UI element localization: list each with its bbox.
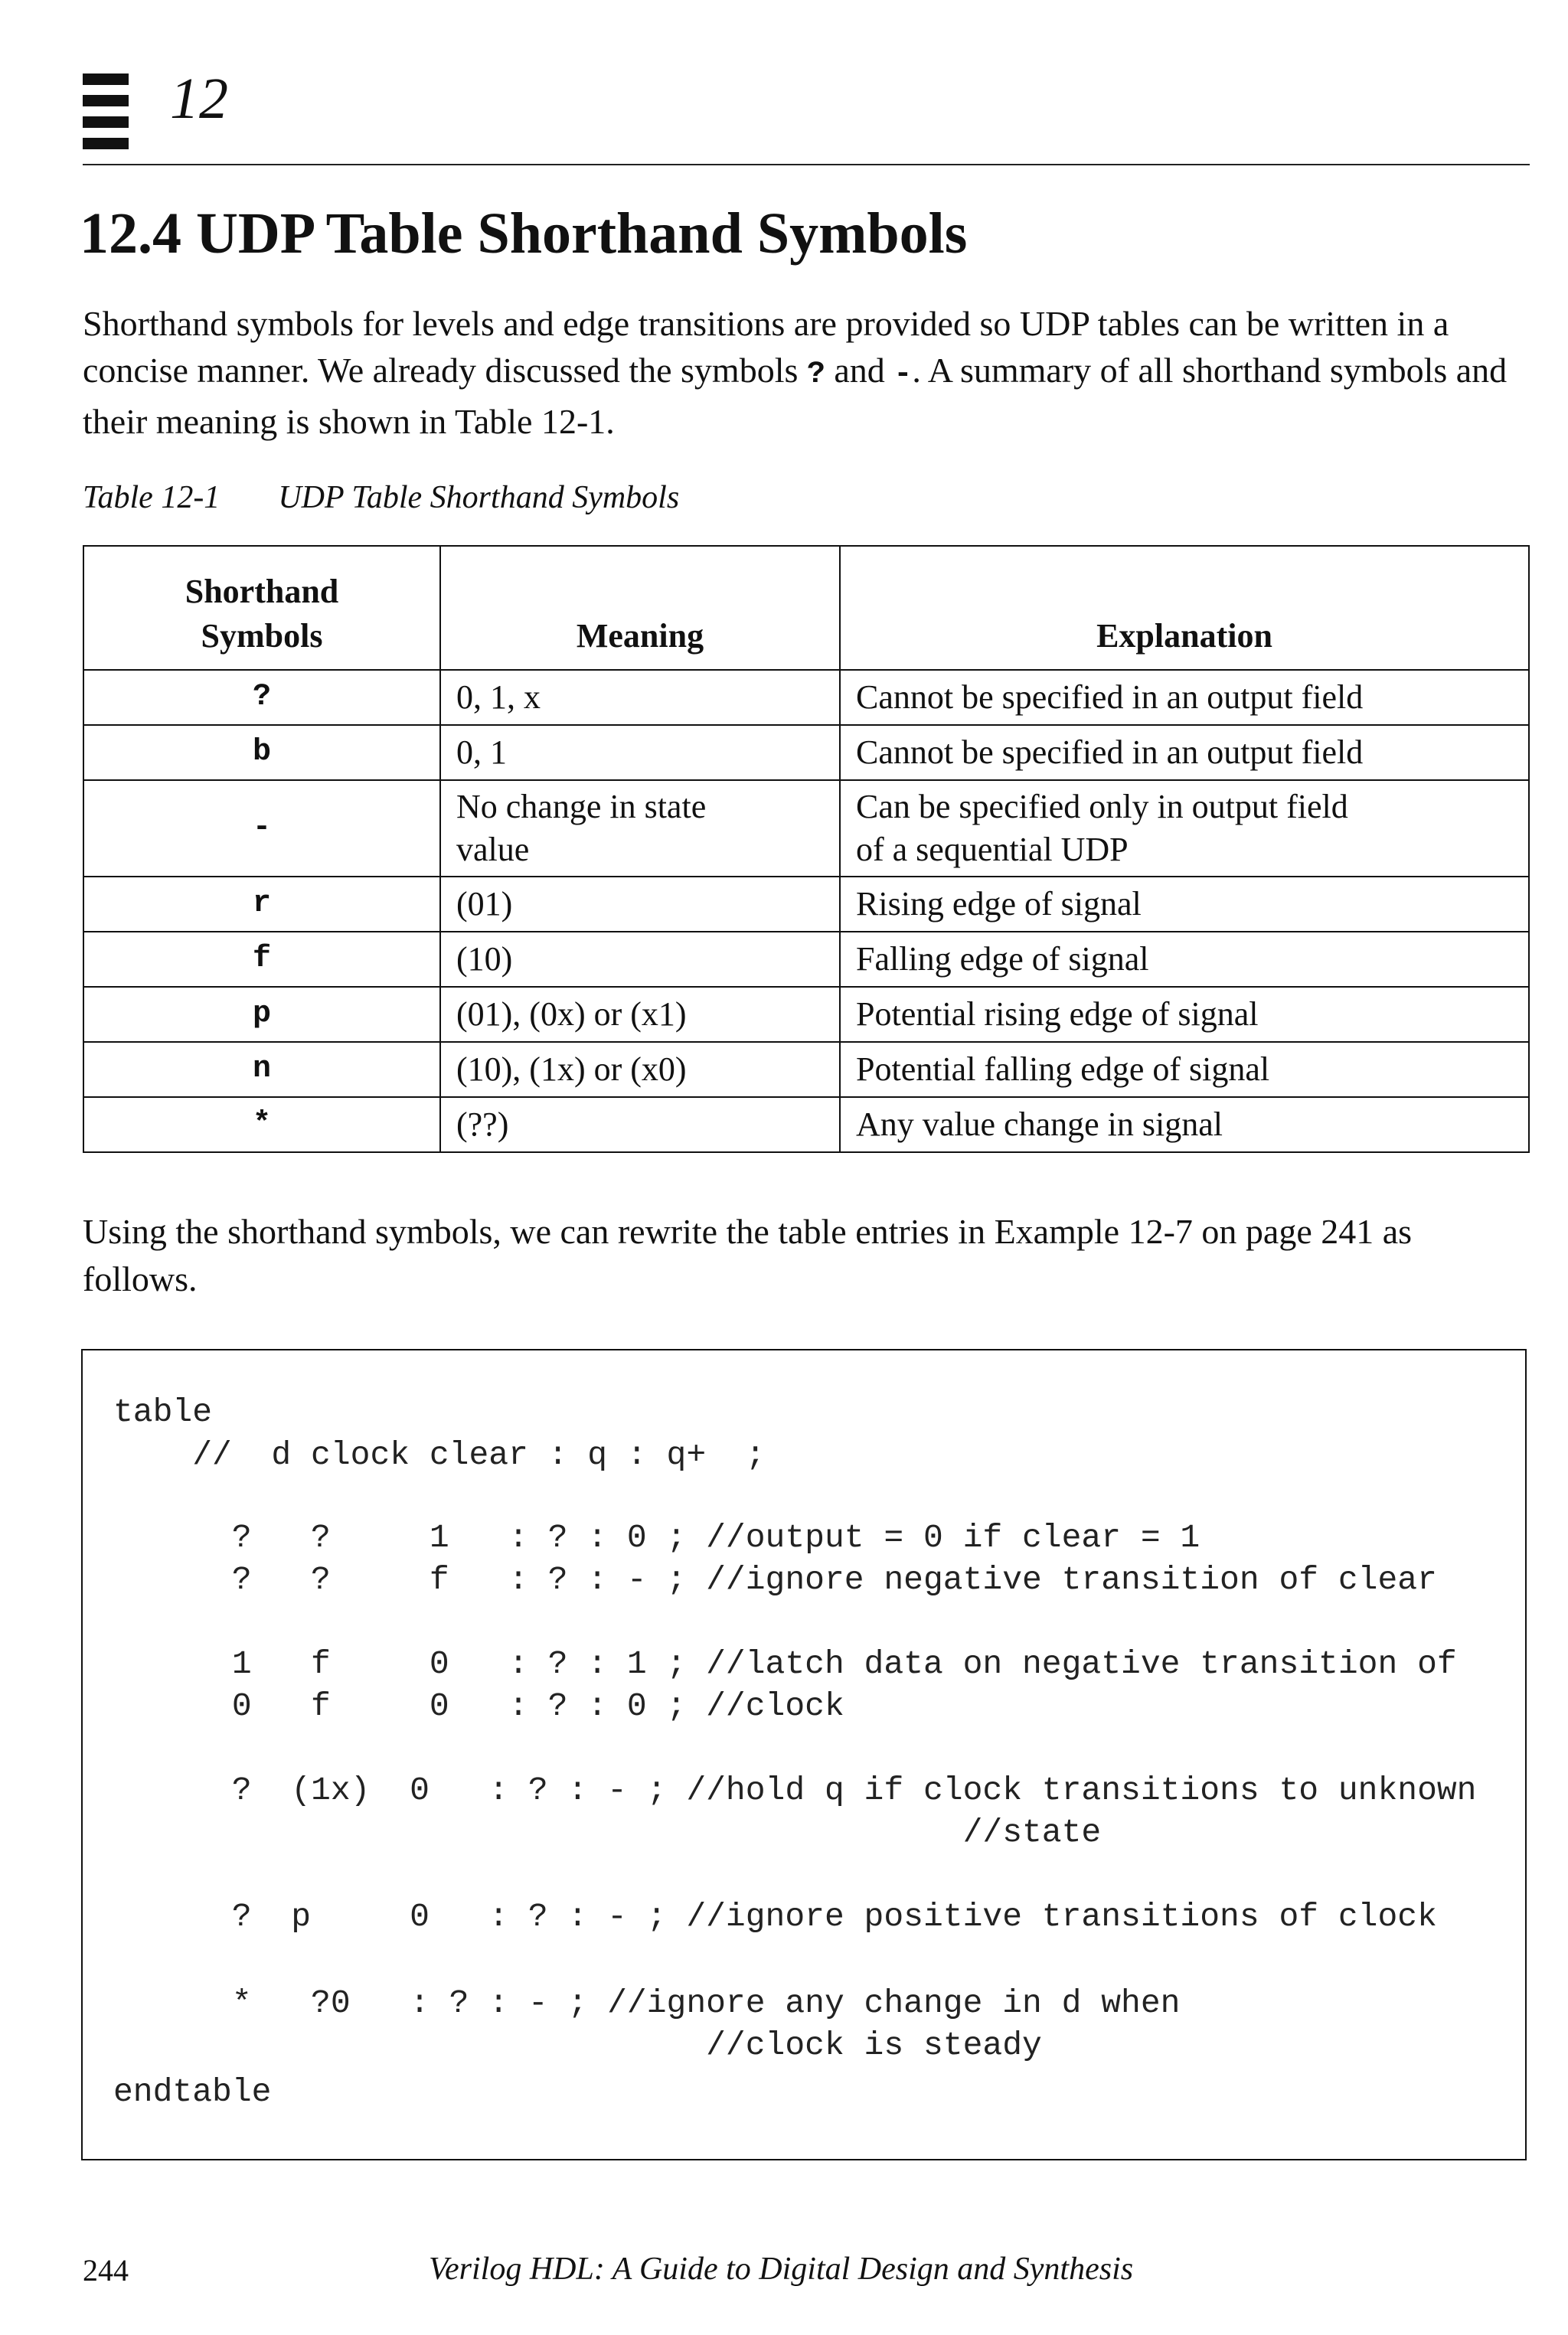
table-row bbox=[83, 987, 1529, 1042]
meaning-cell: 0, 1 bbox=[440, 725, 840, 780]
explanation-cell: Any value change in signal bbox=[840, 1097, 1529, 1152]
table-caption-label: Table 12-1 bbox=[83, 480, 220, 515]
explanation-cell: Potential rising edge of signal bbox=[840, 987, 1529, 1042]
symbol-cell: n bbox=[83, 1042, 440, 1097]
intro-paragraph bbox=[83, 300, 1530, 445]
symbol-cell: r bbox=[83, 877, 440, 932]
table-header-row bbox=[83, 546, 1529, 670]
table-row bbox=[83, 725, 1529, 780]
table-row bbox=[83, 670, 1529, 725]
page-number: 244 bbox=[83, 2253, 129, 2288]
meaning-cell: (01) bbox=[440, 877, 840, 932]
header-symbols-line2: Symbols bbox=[201, 617, 323, 655]
code-line: * ?0 : ? : - ; //ignore any change in d when bbox=[113, 1984, 1181, 2022]
explanation-cell: Cannot be specified in an output field bbox=[840, 670, 1529, 725]
code-line: ? p 0 : ? : - ; //ignore positive transitions of clock bbox=[113, 1898, 1437, 1935]
chapter-number: 12 bbox=[170, 67, 228, 131]
code-line: ? (1x) 0 : ? : - ; //hold q if clock transitions to unknown bbox=[113, 1772, 1477, 1809]
chapter-marker-icon bbox=[83, 73, 129, 150]
header-meaning: Meaning bbox=[440, 546, 840, 670]
code-line: ? ? 1 : ? : 0 ; //output = 0 if clear = 1 bbox=[113, 1519, 1200, 1556]
code-line: endtable bbox=[113, 2073, 272, 2111]
code-line: ? ? f : ? : - ; //ignore negative transition of clear bbox=[113, 1561, 1437, 1599]
table-caption bbox=[83, 479, 679, 516]
meaning-cell: (01), (0x) or (x1) bbox=[440, 987, 840, 1042]
code-line: table bbox=[113, 1393, 213, 1431]
code-line: //clock is steady bbox=[113, 2026, 1042, 2064]
code-line: //state bbox=[113, 1814, 1102, 1851]
symbol-cell: - bbox=[83, 780, 440, 877]
table-row bbox=[83, 877, 1529, 932]
explanation-cell bbox=[840, 780, 1529, 877]
explanation-cell: Rising edge of signal bbox=[840, 877, 1529, 932]
after-table-paragraph: Using the shorthand symbols, we can rewrite the table entries in Example 12-7 on page 241 as follows. bbox=[83, 1212, 1413, 1298]
meaning-cell: (10), (1x) or (x0) bbox=[440, 1042, 840, 1097]
explanation-cell: Cannot be specified in an output field bbox=[840, 725, 1529, 780]
intro-text-1: Shorthand symbols for levels and edge transitions are provided so UDP tables can be written in a concise manner. We already discussed the symbols bbox=[83, 304, 1449, 390]
symbol-cell: p bbox=[83, 987, 440, 1042]
meaning-line: No change in state bbox=[456, 788, 707, 825]
table-row bbox=[83, 780, 1529, 877]
code-line: 1 f 0 : ? : 1 ; //latch data on negative transition of bbox=[113, 1645, 1457, 1683]
header-symbols-line1: Shorthand bbox=[185, 573, 339, 610]
table-row bbox=[83, 932, 1529, 987]
table-caption-title: UDP Table Shorthand Symbols bbox=[278, 480, 680, 515]
symbol-cell: * bbox=[83, 1097, 440, 1152]
symbol-cell: b bbox=[83, 725, 440, 780]
meaning-cell: (??) bbox=[440, 1097, 840, 1152]
symbol-cell: f bbox=[83, 932, 440, 987]
intro-symbol-dash: - bbox=[893, 358, 913, 392]
intro-text-3: . A summary of all shorthand symbols and their meaning is shown in Table 12-1. bbox=[83, 351, 1508, 441]
explanation-line: Can be specified only in output field bbox=[856, 788, 1348, 825]
meaning-cell bbox=[440, 780, 840, 877]
explanation-cell: Falling edge of signal bbox=[840, 932, 1529, 987]
shorthand-symbols-table bbox=[83, 545, 1530, 1153]
header-divider bbox=[83, 164, 1530, 165]
meaning-cell: 0, 1, x bbox=[440, 670, 840, 725]
header-symbols bbox=[83, 546, 440, 670]
intro-text-2: and bbox=[825, 351, 894, 390]
explanation-line: of a sequential UDP bbox=[856, 831, 1129, 868]
code-line: 0 f 0 : ? : 0 ; //clock bbox=[113, 1687, 844, 1725]
header-explanation: Explanation bbox=[840, 546, 1529, 670]
code-line: // d clock clear : q : q+ ; bbox=[113, 1436, 766, 1474]
meaning-cell: (10) bbox=[440, 932, 840, 987]
explanation-cell: Potential falling edge of signal bbox=[840, 1042, 1529, 1097]
meaning-line: value bbox=[456, 831, 530, 868]
table-row bbox=[83, 1042, 1529, 1097]
symbol-cell: ? bbox=[83, 670, 440, 725]
table-row bbox=[83, 1097, 1529, 1152]
code-example-box bbox=[81, 1349, 1527, 2160]
intro-symbol-question: ? bbox=[806, 358, 825, 392]
book-title: Verilog HDL: A Guide to Digital Design and Synthesis bbox=[429, 2252, 1134, 2287]
section-title: 12.4 UDP Table Shorthand Symbols bbox=[80, 201, 968, 266]
